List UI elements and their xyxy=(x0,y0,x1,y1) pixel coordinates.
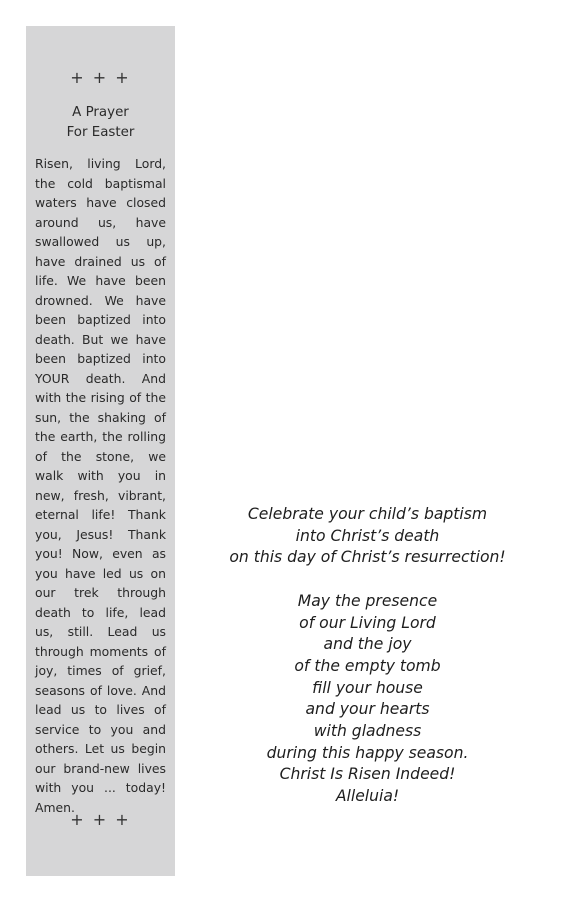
blessing-line: into Christ’s death xyxy=(295,526,440,545)
prayer-title xyxy=(26,103,175,143)
crosses-top: + + + xyxy=(70,68,131,87)
baptism-blessing xyxy=(195,504,540,808)
blessing-line: May the presence xyxy=(297,591,438,610)
blessing-line: fill your house xyxy=(312,678,423,697)
blessing-line: Christ Is Risen Indeed! xyxy=(279,765,456,784)
blessing-line: of our Living Lord xyxy=(299,613,436,632)
prayer-title-line-1: A Prayer xyxy=(72,105,129,120)
blessing-line: during this happy season. xyxy=(266,743,469,762)
blessing-line: Alleluia! xyxy=(335,787,400,806)
blessing-line: Celebrate your child’s baptism xyxy=(247,505,488,523)
blessing-line: with gladness xyxy=(313,722,422,741)
prayer-body: Risen, living Lord, the cold baptismal waters have closed around us, have swallowed us up, have drained us of life. We have been drowned. We have been baptized into death. But we have been baptized into YOUR death. And with the rising of the sun, the shaking of the earth, the rolling of the stone, we walk with you in new, fresh, vibrant, eternal life! Thank you, Jesus! Thank you! Now, even as you have led us on our trek through death to life, lead us, still. Lead us through moments of joy, times of grief, seasons of love. And lead us to lives of service to you and others. Let us begin our brand-new lives with you ... today! Amen. xyxy=(35,156,166,815)
blessing-line: on this day of Christ’s resurrection! xyxy=(229,548,506,567)
stanza-gap xyxy=(195,569,540,591)
prayer-title-line-2: For Easter xyxy=(66,125,135,140)
blessing-line: and your hearts xyxy=(305,700,430,719)
blessing-line: and the joy xyxy=(323,635,412,654)
blessing-line: of the empty tomb xyxy=(294,656,441,675)
prayer-sidebar xyxy=(26,26,175,876)
crosses-bottom: + + + xyxy=(70,810,131,829)
